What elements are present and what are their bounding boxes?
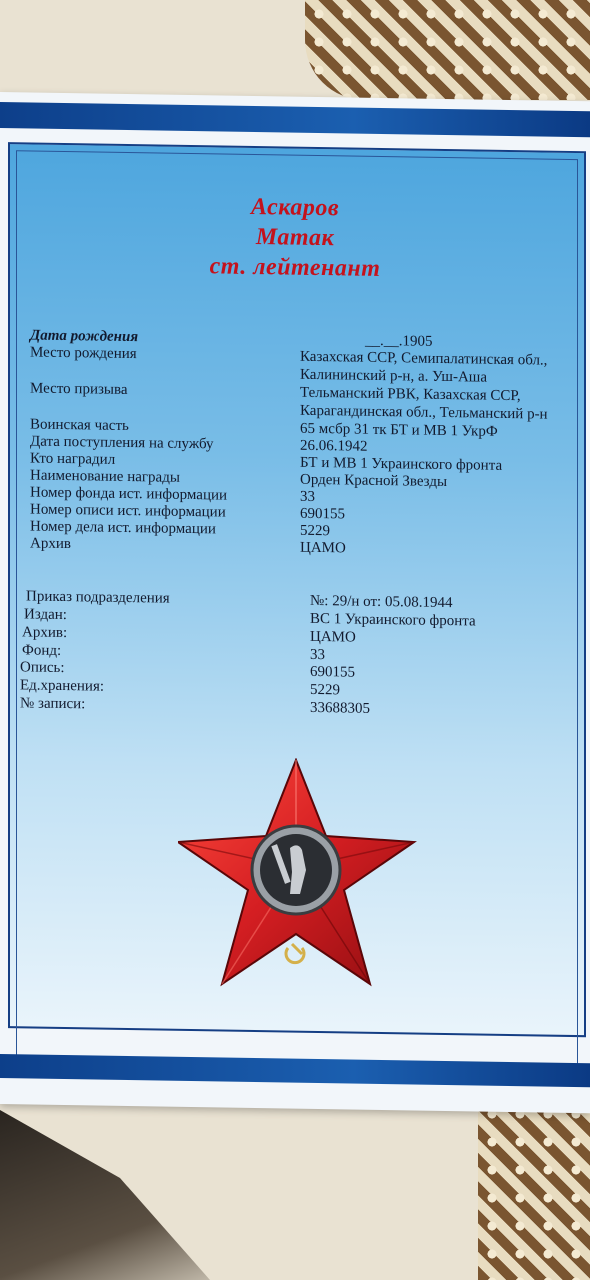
shadow-bottom-left (0, 1110, 300, 1280)
order-fund-label: Фонд: (22, 642, 62, 659)
case-number-label: Номер дела ист. информации (30, 518, 216, 538)
case-number-value: 5229 (300, 522, 330, 540)
award-name-value: Орден Красной Звезды (300, 471, 448, 491)
award-name-label: Наименование награды (30, 467, 180, 486)
birth-place-value: Казахская ССР, Семипалатинская обл., (300, 348, 548, 369)
order-archive-label: Архив: (22, 624, 68, 642)
order-fund-value: 33 (310, 646, 325, 664)
awarded-by-label: Кто наградил (30, 450, 116, 468)
order-archive-value: ЦАМО (310, 628, 356, 646)
order-label: Приказ подразделения (26, 588, 170, 607)
tablecloth-pattern-top (305, 0, 590, 100)
draft-place-label: Место призыва (30, 380, 128, 399)
storage-unit-value: 5229 (310, 681, 340, 699)
issued-value: ВС 1 Украинского фронта (310, 610, 476, 630)
birth-date-value: __.__.1905 (365, 332, 433, 350)
service-start-label: Дата поступления на службу (30, 433, 214, 453)
awarded-by-value: БТ и МВ 1 Украинского фронта (300, 454, 503, 474)
fund-number-value: 33 (300, 488, 315, 505)
military-unit-value: 65 мсбр 31 тк БТ и МВ 1 УкрФ (300, 420, 498, 440)
top-blue-band (0, 102, 590, 137)
birth-place-value-2: Калининский р-н, а. Уш-Аша (300, 366, 488, 386)
record-number-label: № записи: (20, 695, 86, 713)
tablecloth-pattern-bottom (478, 1100, 590, 1280)
inventory-number-label: Номер описи ист. информации (30, 501, 226, 521)
issued-label: Издан: (24, 606, 67, 624)
archive-label: Архив (30, 535, 71, 553)
record-number-value: 33688305 (310, 699, 370, 717)
storage-unit-label: Ед.хранения: (20, 677, 105, 695)
bottom-blue-band (0, 1054, 590, 1087)
archive-value: ЦАМО (300, 539, 346, 557)
order-value: №: 29/н от: 05.08.1944 (310, 592, 453, 612)
person-name: Матак (255, 224, 335, 252)
person-surname: Аскаров (250, 193, 340, 222)
draft-place-value: Тельманский РВК, Казахская ССР, (300, 384, 521, 405)
service-start-value: 26.06.1942 (300, 437, 368, 455)
fund-number-label: Номер фонда ист. информации (30, 484, 228, 504)
order-inventory-label: Опись: (20, 659, 65, 677)
birth-place-label: Место рождения (30, 344, 137, 363)
birth-date-label: Дата рождения (30, 327, 139, 346)
person-rank: ст. лейтенант (209, 253, 381, 282)
military-unit-label: Воинская часть (30, 416, 129, 435)
inventory-number-value: 690155 (300, 505, 345, 523)
red-star-order-icon (178, 758, 418, 990)
draft-place-value-2: Карагандинская обл., Тельманский р-н (300, 402, 548, 423)
order-inventory-value: 690155 (310, 663, 355, 681)
